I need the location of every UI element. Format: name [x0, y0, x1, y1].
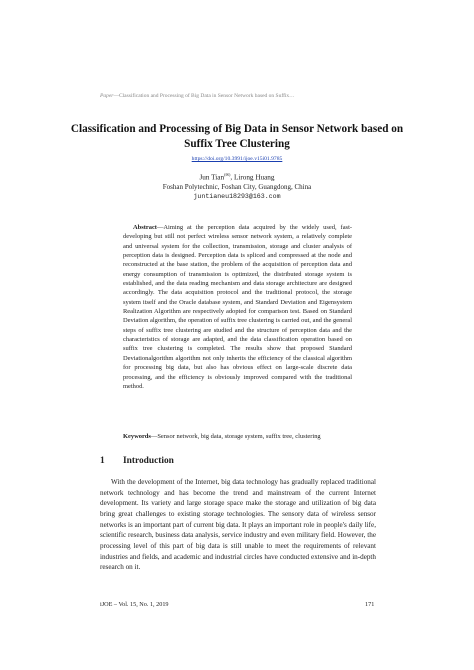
- abstract-text: —Aiming at the perception data acquired by the widely used, fast-developing but still not perfect wireless sensor network system, a relatively complete and universal system for the collection, transmission, storage and cluster analysis of perception data is designed. Perception data is spliced and compressed at the node and reconstructed at the base station, the problem of the acquisition of perception data and energy consumption of transmission is optimized, the distributed storage system is established, and the data reading mechanism and data storage architecture are designed accordingly. The data acquisition protocol and the traditional protocol, the storage system itself and the Oracle database system, and Standard Deviation and Eigensystem Realization Algorithm are respectively adopted for comparison test. Based on Standard Deviation algorithm, the operation of suffix tree clustering is carried out, and the general steps of suffix tree clustering are studied and the structure of perception data and the characteristics of storage are adapted, and the data classification operation based on suffix tree clustering is completed. The results show that proposed Standard Deviationalgorithm algorithm not only inherits the efficiency of the classical algorithm for processing big data, but also has obvious effect on large-scale discrete data processing, and the efficiency is obviously improved compared with the traditional method.: [123, 224, 352, 390]
- section-heading: [100, 456, 174, 466]
- keywords-label: Keywords: [123, 433, 151, 440]
- author-first: Jun Tian: [199, 173, 225, 182]
- section-number: 1: [100, 456, 105, 466]
- keywords-text: —Sensor network, big data, storage system, suffix tree, clustering: [150, 433, 321, 440]
- section-title: Introduction: [123, 456, 174, 466]
- abstract-label: Abstract: [133, 224, 157, 231]
- page-number: 171: [365, 601, 375, 608]
- affiliation: Foshan Polytechnic, Foshan City, Guangdong, China: [162, 183, 312, 191]
- running-header-prefix: Paper: [100, 93, 114, 99]
- author-email[interactable]: juntianeu18293@163.com: [193, 193, 281, 200]
- footer-journal: iJOE ‒ Vol. 15, No. 1, 2019: [100, 601, 169, 608]
- introduction-paragraph: With the development of the Internet, big data technology has gradually replaced traditional network technology and has become the trend and mainstream of the current Internet development. Its variety and large storage space make the storage and utilization of big data bring great challenges to existing storage technologies. The sensory data of wireless sensor networks is an important part of current big data. It plays an important role in people's daily life, scientific research, business data analysis, service industry and even military field. However, the processing level of this part of big data is still unable to meet the requirements of relevant industries and fields, and academic and industrial circles have conducted extensive and in-depth research on it.: [100, 478, 376, 572]
- author-line: [0, 172, 474, 181]
- corresponding-author-mark: (✉): [224, 172, 231, 177]
- paper-title: Classification and Processing of Big Data in Sensor Network based on Suffix Tree Clustering: [70, 123, 404, 150]
- abstract: [123, 223, 352, 391]
- running-header: [100, 93, 295, 99]
- running-header-text: —Classification and Processing of Big Data in Sensor Network based on Suffix…: [113, 93, 295, 99]
- author-rest: , Lirong Huang: [230, 173, 275, 182]
- keywords: [123, 433, 373, 440]
- doi-link[interactable]: https://doi.org/10.3991/ijoe.v15i01.9785: [191, 156, 283, 162]
